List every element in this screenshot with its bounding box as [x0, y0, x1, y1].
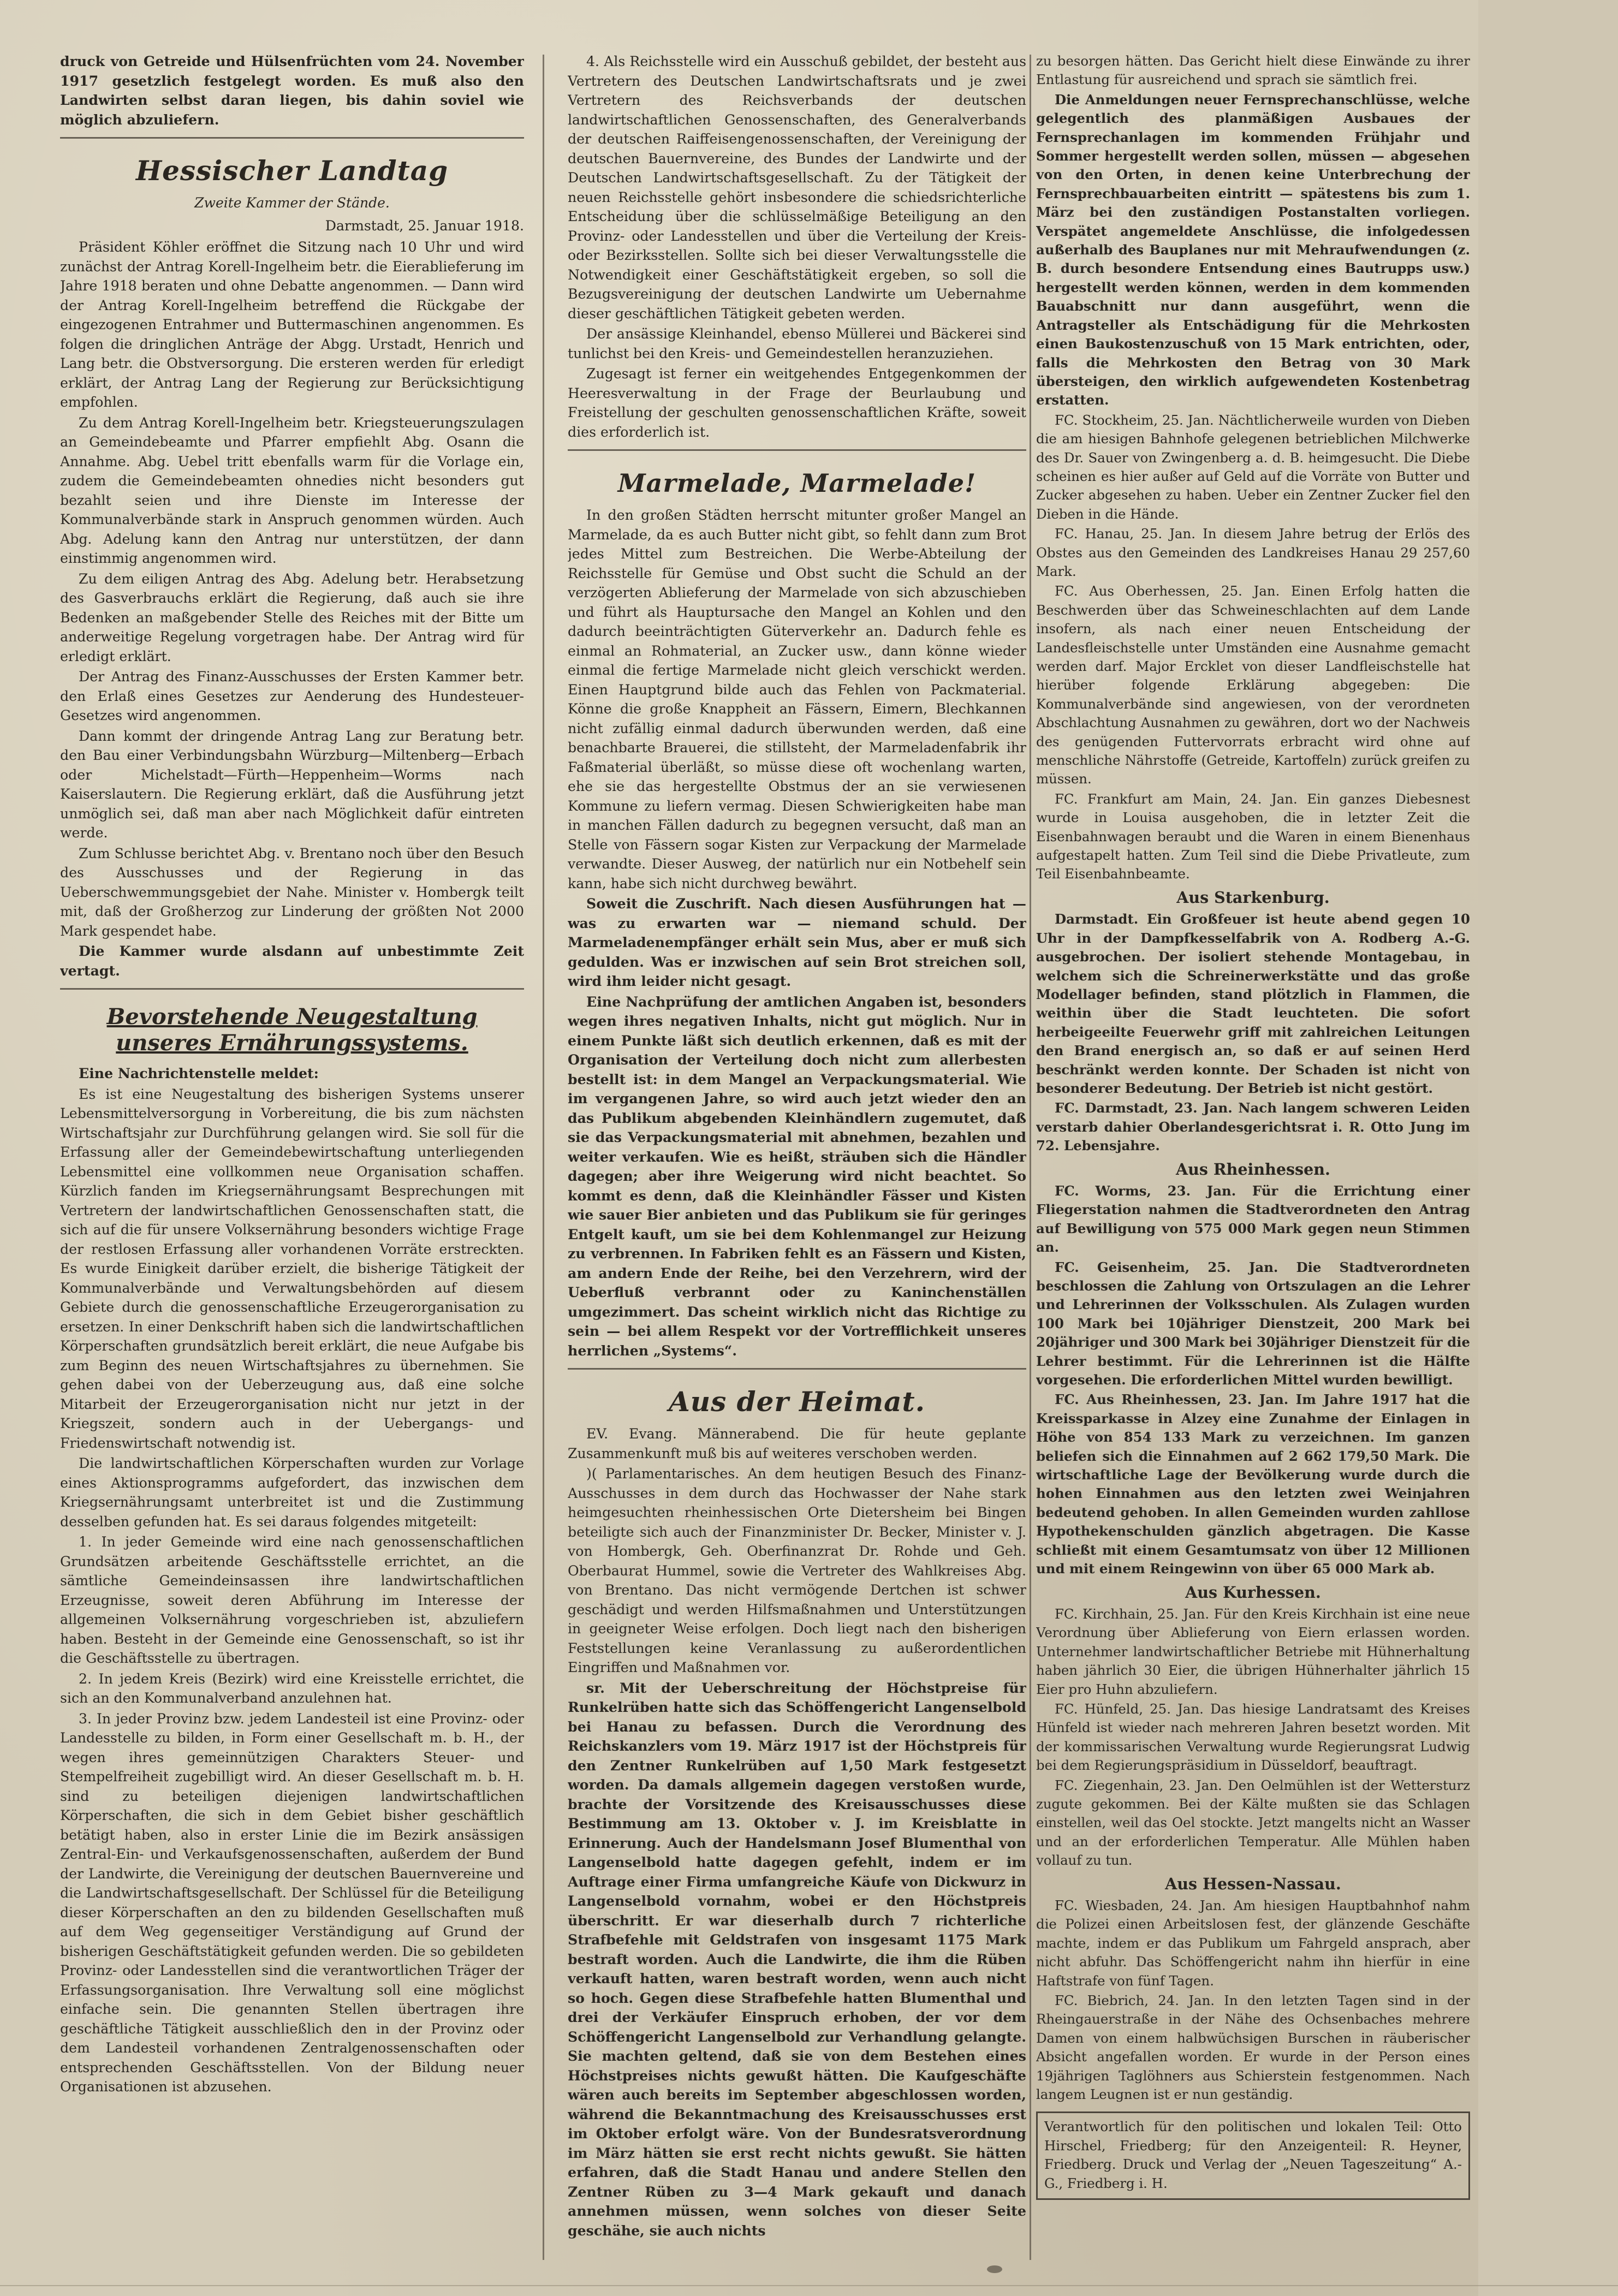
article-paragraph: 4. Als Reichsstelle wird ein Ausschuß gebildet, der besteht aus Vertretern des Deutschen Landwirtschaftsrats und je zwei Vertretern des Reichsverbands der deutschen landwirtschaftlichen Genossenschaften, des Generalverbands der deutschen Raiffeisengenossenschaften, der Vereinigung der deutschen Bauernvereine, des Bundes der Landwirte und der Deutschen Landwirtschaftsgesellschaft. Zu der Tätigkeit der neuen Reichsstelle gehört insbesondere die schiedsrichterliche Entscheidung über die schlüsselmäßige Beteiligung an den Provinz- oder Landesstellen und über die Verteilung der Kreis- oder Bezirksstellen. Sollte sich bei dieser Verwaltungsstelle die Notwendigkeit einer Geschäftstätigkeit ergeben, so soll die Bezugsvereinigung der deutschen Landwirte um Uebernahme dieser geschäftlichen Tätigkeit gebeten werden.: [568, 53, 1026, 322]
ink-blot: [987, 2265, 1002, 2273]
landtag-paragraph: Zu dem Antrag Korell-Ingelheim betr. Kriegsteuerungszulagen an Gemeindebeamte und Pfarrer empfiehlt Abg. Osann die Annahme. Abg. Uebel tritt ebenfalls warm für die Vorlage ein, zudem die Gemeindebeamten ohnedies nicht besonders gut bezahlt seien und ihre Dienste im Interesse der Kommunalverbände stark in Anspruch genommen würden. Auch Abg. Adelung kann den Antrag nur unterstützen, der dann einstimmig angenommen wird.: [60, 414, 524, 566]
article-paragraph: FC. Hanau, 25. Jan. In diesem Jahre betrug der Erlös des Obstes aus den Gemeinden des Landkreises Hanau 29 257,60 Mark.: [1036, 526, 1470, 579]
landtag-paragraph: Präsident Köhler eröffnet die Sitzung nach 10 Uhr und wird zunächst der Antrag Korell-Ingelheim betr. die Eierablieferung im Jahre 1918 beraten und ohne Debatte angenommen. — Dann wird der Antrag Korell-Ingelheim betreffend die Rückgabe der eingezogenen Entrahmer und Buttermaschinen angenommen. Es folgen die dringlichen Anträge der Abgg. Urstadt, Henrich und Lang betr. die Obstversorgung. Die ersteren werden für erledigt erklärt, der Antrag Lang der Regierung zur Berücksichtigung empfohlen.: [60, 239, 524, 410]
landtag-headline: Hessischer Landtag: [135, 154, 449, 187]
section-divider: [60, 137, 524, 139]
region-heading: Aus Starkenburg.: [1176, 888, 1330, 907]
column-rule: [1030, 55, 1031, 2260]
article-paragraph: Zugesagt ist ferner ein weitgehendes Entgegenkommen der Heeresverwaltung in der Frage der Beurlaubung und Freistellung der geschulten genossenschaftlichen Kräfte, soweit dies erforderlich ist.: [568, 366, 1026, 440]
region-paragraph: FC. Biebrich, 24. Jan. In den letzten Tagen sind in der Rheingauerstraße in der Nähe des Ochsenbaches mehrere Damen von einem halbwüchsigen Burschen in räuberischer Absicht angefallen worden. Er wurde in der Person eines 19jährigen Taglöhners aus Schierstein festgenommen. Nach langem Leugnen ist er nun geständig.: [1036, 1992, 1470, 2103]
imprint-text: Verantwortlich für den politischen und lokalen Teil: Otto Hirschel, Friedberg; für den Anzeigenteil: R. Heyner, Friedberg. Druck und Verlag der „Neuen Tageszeitung“ A.-G., Friedberg i. H.: [1044, 2119, 1462, 2191]
ernaehrung-paragraph: 2. In jedem Kreis (Bezirk) wird eine Kreisstelle errichtet, die sich an den Kommunalverband anzulehnen hat.: [60, 1670, 524, 1706]
column-middle: [568, 52, 1026, 2268]
landtag-paragraph: Zum Schlusse berichtet Abg. v. Brentano noch über den Besuch des Ausschusses und der Regierung in das Ueberschwemmungsgebiet der Nahe. Minister v. Hombergk teilt mit, daß der Großherzog zur Linderung der größten Not 2000 Mark gespendet habe.: [60, 845, 524, 939]
ernaehrung-lead: Eine Nachrichtenstelle meldet:: [79, 1065, 319, 1081]
region-paragraph: FC. Kirchhain, 25. Jan. Für den Kreis Kirchhain ist eine neue Verordnung über Ablieferung von Eiern erlassen worden. Unternehmer landwirtschaftlicher Betriebe mit Hühnerhaltung haben jährlich 30 Eier, die übrigen Hühnerhalter jährlich 15 Eier pro Huhn abzuliefern.: [1036, 1605, 1470, 1697]
region-heading: Aus Hessen-Nassau.: [1165, 1874, 1341, 1893]
page-margin: [1478, 0, 1618, 2296]
region-paragraph: FC. Wiesbaden, 24. Jan. Am hiesigen Hauptbahnhof nahm die Polizei einen Arbeitslosen fest, der glänzende Geschäfte machte, indem er das Publikum um Fahrgeld ansprach, aber nicht abfuhr. Das Schöffengericht nahm ihn hierfür in eine Haftstrafe von fünf Tagen.: [1036, 1898, 1470, 1989]
region-paragraph: FC. Aus Rheinhessen, 23. Jan. Im Jahre 1917 hat die Kreissparkasse in Alzey eine Zunahme der Einlagen in Höhe von 854 133 Mark zu verzeichnen. Im ganzen beliefen sich die Einnahmen auf 2 662 179,50 Mark. Die wirtschaftliche Lage der Bevölkerung wurde durch die hohen Einnahmen aus den letzten zwei Weinjahren bedeutend gehoben. In allen Gemeinden wurden zahllose Hypothekenschulden gänzlich abgetragen. Die Kasse schließt mit einem Gesamtumsatz von über 12 Millionen und mit einem Reingewinn von über 65 000 Mark ab.: [1036, 1391, 1470, 1577]
section-divider: [568, 449, 1026, 451]
column-right: [1036, 52, 1470, 2268]
ernaehrung-paragraph: 3. In jeder Provinz bzw. jedem Landesteil ist eine Provinz- oder Landesstelle zu bilden, in Form einer Gesellschaft m. b. H., der wegen ihres gemeinnützigen Charakters Steuer- und Stempelfreiheit zugebilligt wird. An dieser Gesellschaft m. b. H. sind zu beteiligen diejenigen landwirtschaftlichen Körperschaften, die sich in dem Gebiet bisher geschäftlich betätigt haben, also in erster Linie die im Bezirk ansässigen Zentral-Ein- und Verkaufsgenossenschaften, außerdem der Bund der Landwirte, die Vereinigung der deutschen Bauernvereine und die Landwirtschaftsgesellschaft. Der Schlüssel für die Beteiligung dieser Körperschaften an den zu bildenden Gesellschaften muß auf dem Weg gegenseitiger Verständigung auf Grund der bisherigen Geschäftstätigkeit gefunden werden. Die so gebildeten Provinz- oder Landesstellen sind die verantwortlichen Träger der Erfassungsorganisation. Ihre Verwaltung soll eine möglichst einfache sein. Die genannten Stellen übertragen ihre geschäftliche Tätigkeit ausschließlich den in der Provinz oder dem Landesteil vorhandenen Zentralgenossenschaften oder entsprechenden Geschäftsstellen. Von der Bildung neuer Organisationen ist abzusehen.: [60, 1710, 524, 2095]
landtag-paragraph: Zu dem eiligen Antrag des Abg. Adelung betr. Herabsetzung des Gasverbrauchs erklärt die Regierung, daß auch sie ihre Bedenken an maßgebender Stelle des Reiches mit der Bitte um anderweitige Regelung vorgetragen habe. Der Antrag wird für erledigt erklärt.: [60, 570, 524, 664]
article-paragraph: FC. Frankfurt am Main, 24. Jan. Ein ganzes Diebesnest wurde in Louisa ausgehoben, die in letzter Zeit die Eisenbahnwagen beraubt und die Waren in einem Bienenhaus aufgestapelt hatten. Zum Teil sind die Diebe Privatleute, zum Teil Eisenbahnbeamte.: [1036, 790, 1470, 882]
heimat-headline: Aus der Heimat.: [668, 1385, 926, 1418]
landtag-paragraph: Dann kommt der dringende Antrag Lang zur Beratung betr. den Bau einer Verbindungsbahn Würzburg—Miltenberg—Erbach oder Michelstadt—Fürth—Heppenheim—Worms nach Kaiserslautern. Die Regierung erklärt, daß die Ausführung jetzt unmöglich sei, daß man aber nach Möglichkeit dafür eintreten werde.: [60, 728, 524, 841]
section-divider: [568, 1368, 1026, 1370]
marmelade-paragraph: Eine Nachprüfung der amtlichen Angaben ist, besonders wegen ihres negativen Inhalts, nicht gut möglich. Nur in einem Punkte läßt sich deutlich erkennen, daß es mit der Organisation der Verteilung doch nicht zum allerbesten bestellt ist: in dem Mangel an Verpackungsmaterial. Wie im vergangenen Jahre, so wird auch jetzt wieder den an das Publikum abgebenden Kleinhändlern zugemutet, daß sie das Verpackungsmaterial mit abnehmen, bezahlen und weiter verkaufen. Wie es heißt, sträuben sich die Händler dagegen; aber ihre Weigerung wird nicht beachtet. So kommt es denn, daß die Kleinhändler Fässer und Kisten wie sauer Bier anbieten und das Publikum sie für geringes Entgelt kauft, um sie bei dem Kohlenmangel zur Heizung zu verbrennen. In Fabriken fehlt es an Fässern und Kisten, am andern Ende der Reihe, bei den Verzehrern, wird der Ueberfluß verbrannt oder zu Kaninchenställen umgezimmert. Das scheint wirklich nicht das Richtige zu sein — bei allem Respekt vor der Vortrefflichkeit unseres herrlichen „Systems“.: [568, 993, 1026, 1359]
article-paragraph: FC. Stockheim, 25. Jan. Nächtlicherweile wurden von Dieben die am hiesigen Bahnhofe gelegenen betrieblichen Milchwerke des Dr. Sauer von Zwingenberg a. d. B. heimgesucht. Die Diebe scheinen es hier außer auf Geld auf die Vorräte von Butter und Zucker abgesehen zu haben. Ueber ein Zentner Zucker fiel den Dieben in die Hände.: [1036, 412, 1470, 522]
article-paragraph: zu besorgen hätten. Das Gericht hielt diese Einwände zu ihrer Entlastung für ausreichend und sprach sie sämtlich frei.: [1036, 53, 1470, 88]
ernaehrung-paragraph: 1. In jeder Gemeinde wird eine nach genossenschaftlichen Grundsätzen arbeitende Geschäftsstelle errichtet, an die sämtliche Gemeindeinsassen ihre landwirtschaftlichen Erzeugnisse, soweit deren Abführung im Interesse der allgemeinen Volksernährung vorgeschrieben ist, abzuliefern haben. Besteht in der Gemeinde eine Genossenschaft, so ist ihr die Geschäftsstelle zu übertragen.: [60, 1534, 524, 1666]
column-left: [60, 52, 524, 2268]
column-rule: [543, 55, 544, 2260]
region-paragraph: FC. Ziegenhain, 23. Jan. Den Oelmühlen ist der Wettersturz zugute gekommen. Bei der Kälte mußten sie das Schlagen einstellen, weil das Oel stockte. Jetzt mangelts nicht an Wasser und an der erforderlichen Temperatur. Alle Mühlen haben vollauf zu tun.: [1036, 1777, 1470, 1869]
region-paragraph: FC. Geisenheim, 25. Jan. Die Stadtverordneten beschlossen die Zahlung von Ortszulagen an die Lehrer und Lehrerinnen der Volksschulen. Als Zulagen wurden 100 Mark bei 10jähriger Dienstzeit, 200 Mark bei 20jähriger und 300 Mark bei 30jähriger Dienstzeit für die Lehrer bestimmt. Für die Lehrerinnen ist die Hälfte vorgesehen. Die erforderlichen Mittel wurden bewilligt.: [1036, 1259, 1470, 1388]
region-heading: Aus Rheinhessen.: [1176, 1159, 1330, 1179]
region-heading: Aus Kurhessen.: [1185, 1583, 1321, 1602]
landtag-paragraph: Der Antrag des Finanz-Ausschusses der Ersten Kammer betr. den Erlaß eines Gesetzes zur Aenderung des Hundesteuer-Gesetzes wird angenommen.: [60, 669, 524, 723]
heimat-paragraph: sr. Mit der Ueberschreitung der Höchstpreise für Runkelrüben hatte sich das Schöffengericht Langenselbold bei Hanau zu befassen. Durch die Verordnung des Reichskanzlers vom 19. März 1917 ist der Höchstpreis für den Zentner Runkelrüben auf 1,50 Mark festgesetzt worden. Da damals allgemein dagegen verstoßen wurde, brachte der Vorsitzende des Kreisausschusses diese Bestimmung am 13. Oktober v. J. im Kreisblatte in Erinnerung. Auch der Handelsmann Josef Blumenthal von Langenselbold hatte dagegen gefehlt, indem er im Auftrage einer Firma umfangreiche Käufe von Dickwurz in Langenselbold vornahm, wobei er den Höchstpreis überschritt. Er war dieserhalb durch 7 richterliche Strafbefehle mit Geldstrafen von insgesamt 1175 Mark bestraft worden. Auch die Landwirte, die ihm die Rüben verkauft hatten, waren bestraft worden, wenn auch nicht so hoch. Gegen diese Strafbefehle hatten Blumenthal und drei der Verkäufer Einspruch erhoben, der vor dem Schöffengericht Langenselbold zur Verhandlung gelangte. Sie machten geltend, daß sie von dem Bestehen eines Höchstpreises nichts gewußt hätten. Die Kaufgeschäfte wären auch bereits im September abgeschlossen worden, während die Bekanntmachung des Kreisausschusses erst im Oktober erfolgt wäre. Von der Bundesratsverordnung im März hätten sie erst recht nichts gewußt. Sie hätten erfahren, daß die Stadt Hanau und andere Stellen den Zentner Rüben zu 3—4 Mark gekauft und danach annehmen müssen, wenn solches von dieser Seite geschähe, sie auch nichts: [568, 1679, 1026, 2239]
fold-line: [0, 2285, 1618, 2286]
region-paragraph: Darmstadt. Ein Großfeuer ist heute abend gegen 10 Uhr in der Dampfkesselfabrik von A. Rodberg A.-G. ausgebrochen. Der isoliert stehende Montagebau, in welchem sich die Schreinerwerkstätte und das große Modellager befinden, stand plötzlich in Flammen, die weithin über die Stadt leuchteten. Die sofort herbeigeeilte Feuerwehr griff mit zahlreichen Leitungen den Brand energisch an, so daß er auf seinen Herd beschränkt werden konnte. Der Schaden ist nicht von besonderer Bedeutung. Der Betrieb ist nicht gestört.: [1036, 911, 1470, 1096]
marmelade-headline: Marmelade, Marmelade!: [617, 468, 977, 498]
article-paragraph: Die Anmeldungen neuer Fernsprechanschlüsse, welche gelegentlich des planmäßigen Ausbaues der Fernsprechanlagen im kommenden Frühjahr und Sommer hergestellt werden sollen, müssen — abgesehen von den Orten, in denen keine Unterbrechung der Fernsprechbauarbeiten eintritt — spätestens bis zum 1. März bei den zuständigen Postanstalten vorliegen. Verspätet angemeldete Anschlüsse, die infolgedessen außerhalb des Bauplanes nur mit Mehraufwendungen (z. B. durch besondere Entsendung eines Bautrupps usw.) hergestellt werden können, werden in dem kommenden Bauabschnitt nur dann ausgeführt, wenn die Antragsteller als Entschädigung für die Mehrkosten einen Baukostenzuschuß von 15 Mark entrichten, oder, falls die Mehrkosten den Betrag von 30 Mark übersteigen, den wirklich aufgewendeten Kostenbetrag erstatten.: [1036, 91, 1470, 408]
ernaehrung-paragraph: Die landwirtschaftlichen Körperschaften wurden zur Vorlage eines Aktionsprogramms aufgefordert, das inzwischen dem Kriegsernährungsamt unterbreitet ist und die Zustimmung desselben gefunden hat. Es sei daraus folgendes mitgeteilt:: [60, 1455, 524, 1530]
imprint-box: [1036, 2111, 1470, 2200]
region-paragraph: FC. Darmstadt, 23. Jan. Nach langem schweren Leiden verstarb dahier Oberlandesgerichtsrat i. R. Otto Jung im 72. Lebensjahre.: [1036, 1100, 1470, 1154]
carryover-paragraph: druck von Getreide und Hülsenfrüchten vom 24. November 1917 gesetzlich festgelegt worden. Es muß also den Landwirten selbst daran liegen, bis dahin soviel wie möglich abzuliefern.: [60, 53, 524, 128]
region-paragraph: FC. Hünfeld, 25. Jan. Das hiesige Landratsamt des Kreises Hünfeld ist wieder nach mehreren Jahren besetzt worden. Mit der kommissarischen Verwaltung wurde Regierungsrat Ludwig bei dem Regierungspräsidium in Düsseldorf, beauftragt.: [1036, 1700, 1470, 1774]
landtag-subtitle: Zweite Kammer der Stände.: [194, 195, 390, 211]
region-paragraph: FC. Worms, 23. Jan. Für die Errichtung einer Fliegerstation nahmen die Stadtverordneten den Antrag auf Bewilligung von 575 000 Mark gegen neun Stimmen an.: [1036, 1182, 1470, 1256]
landtag-dateline: Darmstadt, 25. Januar 1918.: [325, 217, 524, 234]
section-divider: [60, 988, 524, 990]
marmelade-paragraph: Soweit die Zuschrift. Nach diesen Ausführungen hat — was zu erwarten war — niemand schuld. Der Marmeladenempfänger erhält sein Mus, aber er muß sich gedulden. Was er inzwischen auf sein Brot streichen soll, wird ihm leider nicht gesagt.: [568, 895, 1026, 989]
marmelade-paragraph: In den großen Städten herrscht mitunter großer Mangel an Marmelade, da es auch Butter nicht gibt, so fehlt dann zum Brot jedes Mittel zum Bestreichen. Die Werbe-Abteilung der Reichsstelle für Gemüse und Obst sucht die Schuld an der verzögerten Ablieferung der Marmelade von sich abzuschieben und führt als Hauptursache den Mangel an Kohlen und den dadurch beeinträchtigten Güterverkehr an. Dadurch fehle es einmal an Rohmaterial, an Zucker usw., dann könne wieder einmal die fertige Marmelade nicht gleich verschickt werden. Einen Hauptgrund bilde auch das Fehlen von Packmaterial. Könne die große Knappheit an Fässern, Eimern, Blechkannen nicht zufällig einmal dadurch überwunden werden, daß eine benachbarte Brauerei, die stillsteht, der Marmeladenfabrik ihr Faßmaterial überläßt, so müsse diese oft wochenlang warten, ehe sie das hergestellte Obstmus der an sie verwiesenen Kommune zu liefern vermag. Diesen Schwierigkeiten habe man in manchen Fällen dadurch zu begegnen versucht, daß man an Stelle von Fässern sogar Kisten zur Verpackung der Marmelade verwandte. Dieser Ausweg, der natürlich nur ein Notbehelf sein kann, habe sich nicht durchweg bewährt.: [568, 507, 1026, 891]
article-paragraph: FC. Aus Oberhessen, 25. Jan. Einen Erfolg hatten die Beschwerden über das Schweineschlachten auf dem Lande insofern, als nach einer neuen Entscheidung der Landesfleischstelle unter Umständen eine Ausnahme gemacht werden darf. Major Ercklet von dieser Landfleischstelle hat hierüber folgende Erklärung abgegeben: Die Kommunalverbände sind angewiesen, von der verordneten Abschlachtung Ausnahmen zu gewähren, dort wo der Nachweis des genügenden Futtervorrats erbracht wird ohne auf menschliche Nährstoffe (Getreide, Kartoffeln) zurück greifen zu müssen.: [1036, 583, 1470, 787]
ernaehrung-paragraph: Es ist eine Neugestaltung des bisherigen Systems unserer Lebensmittelversorgung in Vorbereitung, die bis zum nächsten Wirtschaftsjahr zur Durchführung gelangen wird. Sie soll für die Erfassung aller der Gemeindebewirtschaftung unterliegenden Lebensmittel eine vollkommen neue Organisation schaffen. Kürzlich fanden im Kriegsernährungsamt Besprechungen mit Vertretern der landwirtschaftlichen Genossenschaften statt, die sich auf die für unsere Volksernährung besonders wichtige Frage der restlosen Erfassung aller vorhandenen Vorräte erstreckten. Es wurde Einigkeit darüber erzielt, die bisherige Tätigkeit der Kommunalverbände und Verwaltungsbehörden auf diesem Gebiete durch die genossenschaftliche Erzeugerorganisation zu ersetzen. In einer Denkschrift haben sich die landwirtschaftlichen Körperschaften grundsätzlich bereit erklärt, die neue Aufgabe bis zum Beginn des neuen Wirtschaftsjahres zu übernehmen. Sie gehen dabei von der Ueberzeugung aus, daß eine solche Mitarbeit der Erzeugerorganisation nicht nur jetzt in der Kriegszeit, sondern auch in der Uebergangs- und Friedenswirtschaft notwendig ist.: [60, 1086, 524, 1451]
heimat-paragraph: )( Parlamentarisches. An dem heutigen Besuch des Finanz-Ausschusses in dem durch das Hochwasser der Nahe stark heimgesuchten rheinhessischen Orte Dietersheim bei Bingen beteiligte sich auch der Finanzminister Dr. Becker, Minister v. J. von Hombergk, Geh. Oberfinanzrat Dr. Rohde und Geh. Oberbaurat Hummel, sowie die Vertreter des Wahlkreises Abg. von Brentano. Das nicht vermögende Dertchen ist schwer geschädigt und werden Hilfsmaßnahmen und Unterstützungen in geeigneter Weise erfolgen. Doch liegt nach den bisherigen Feststellungen keine Veranlassung zu außerordentlichen Eingriffen und Maßnahmen vor.: [568, 1466, 1026, 1675]
article-paragraph: Der ansässige Kleinhandel, ebenso Müllerei und Bäckerei sind tunlichst bei den Kreis- und Gemeindestellen heranzuziehen.: [568, 326, 1026, 361]
ernaehrung-headline: Bevorstehende Neugestaltung unseres Ernährungssystems.: [106, 1004, 478, 1056]
heimat-paragraph: EV. Evang. Männerabend. Die für heute geplante Zusammenkunft muß bis auf weiteres verschoben werden.: [568, 1426, 1026, 1461]
landtag-paragraph: Die Kammer wurde alsdann auf unbestimmte Zeit vertagt.: [60, 943, 524, 979]
